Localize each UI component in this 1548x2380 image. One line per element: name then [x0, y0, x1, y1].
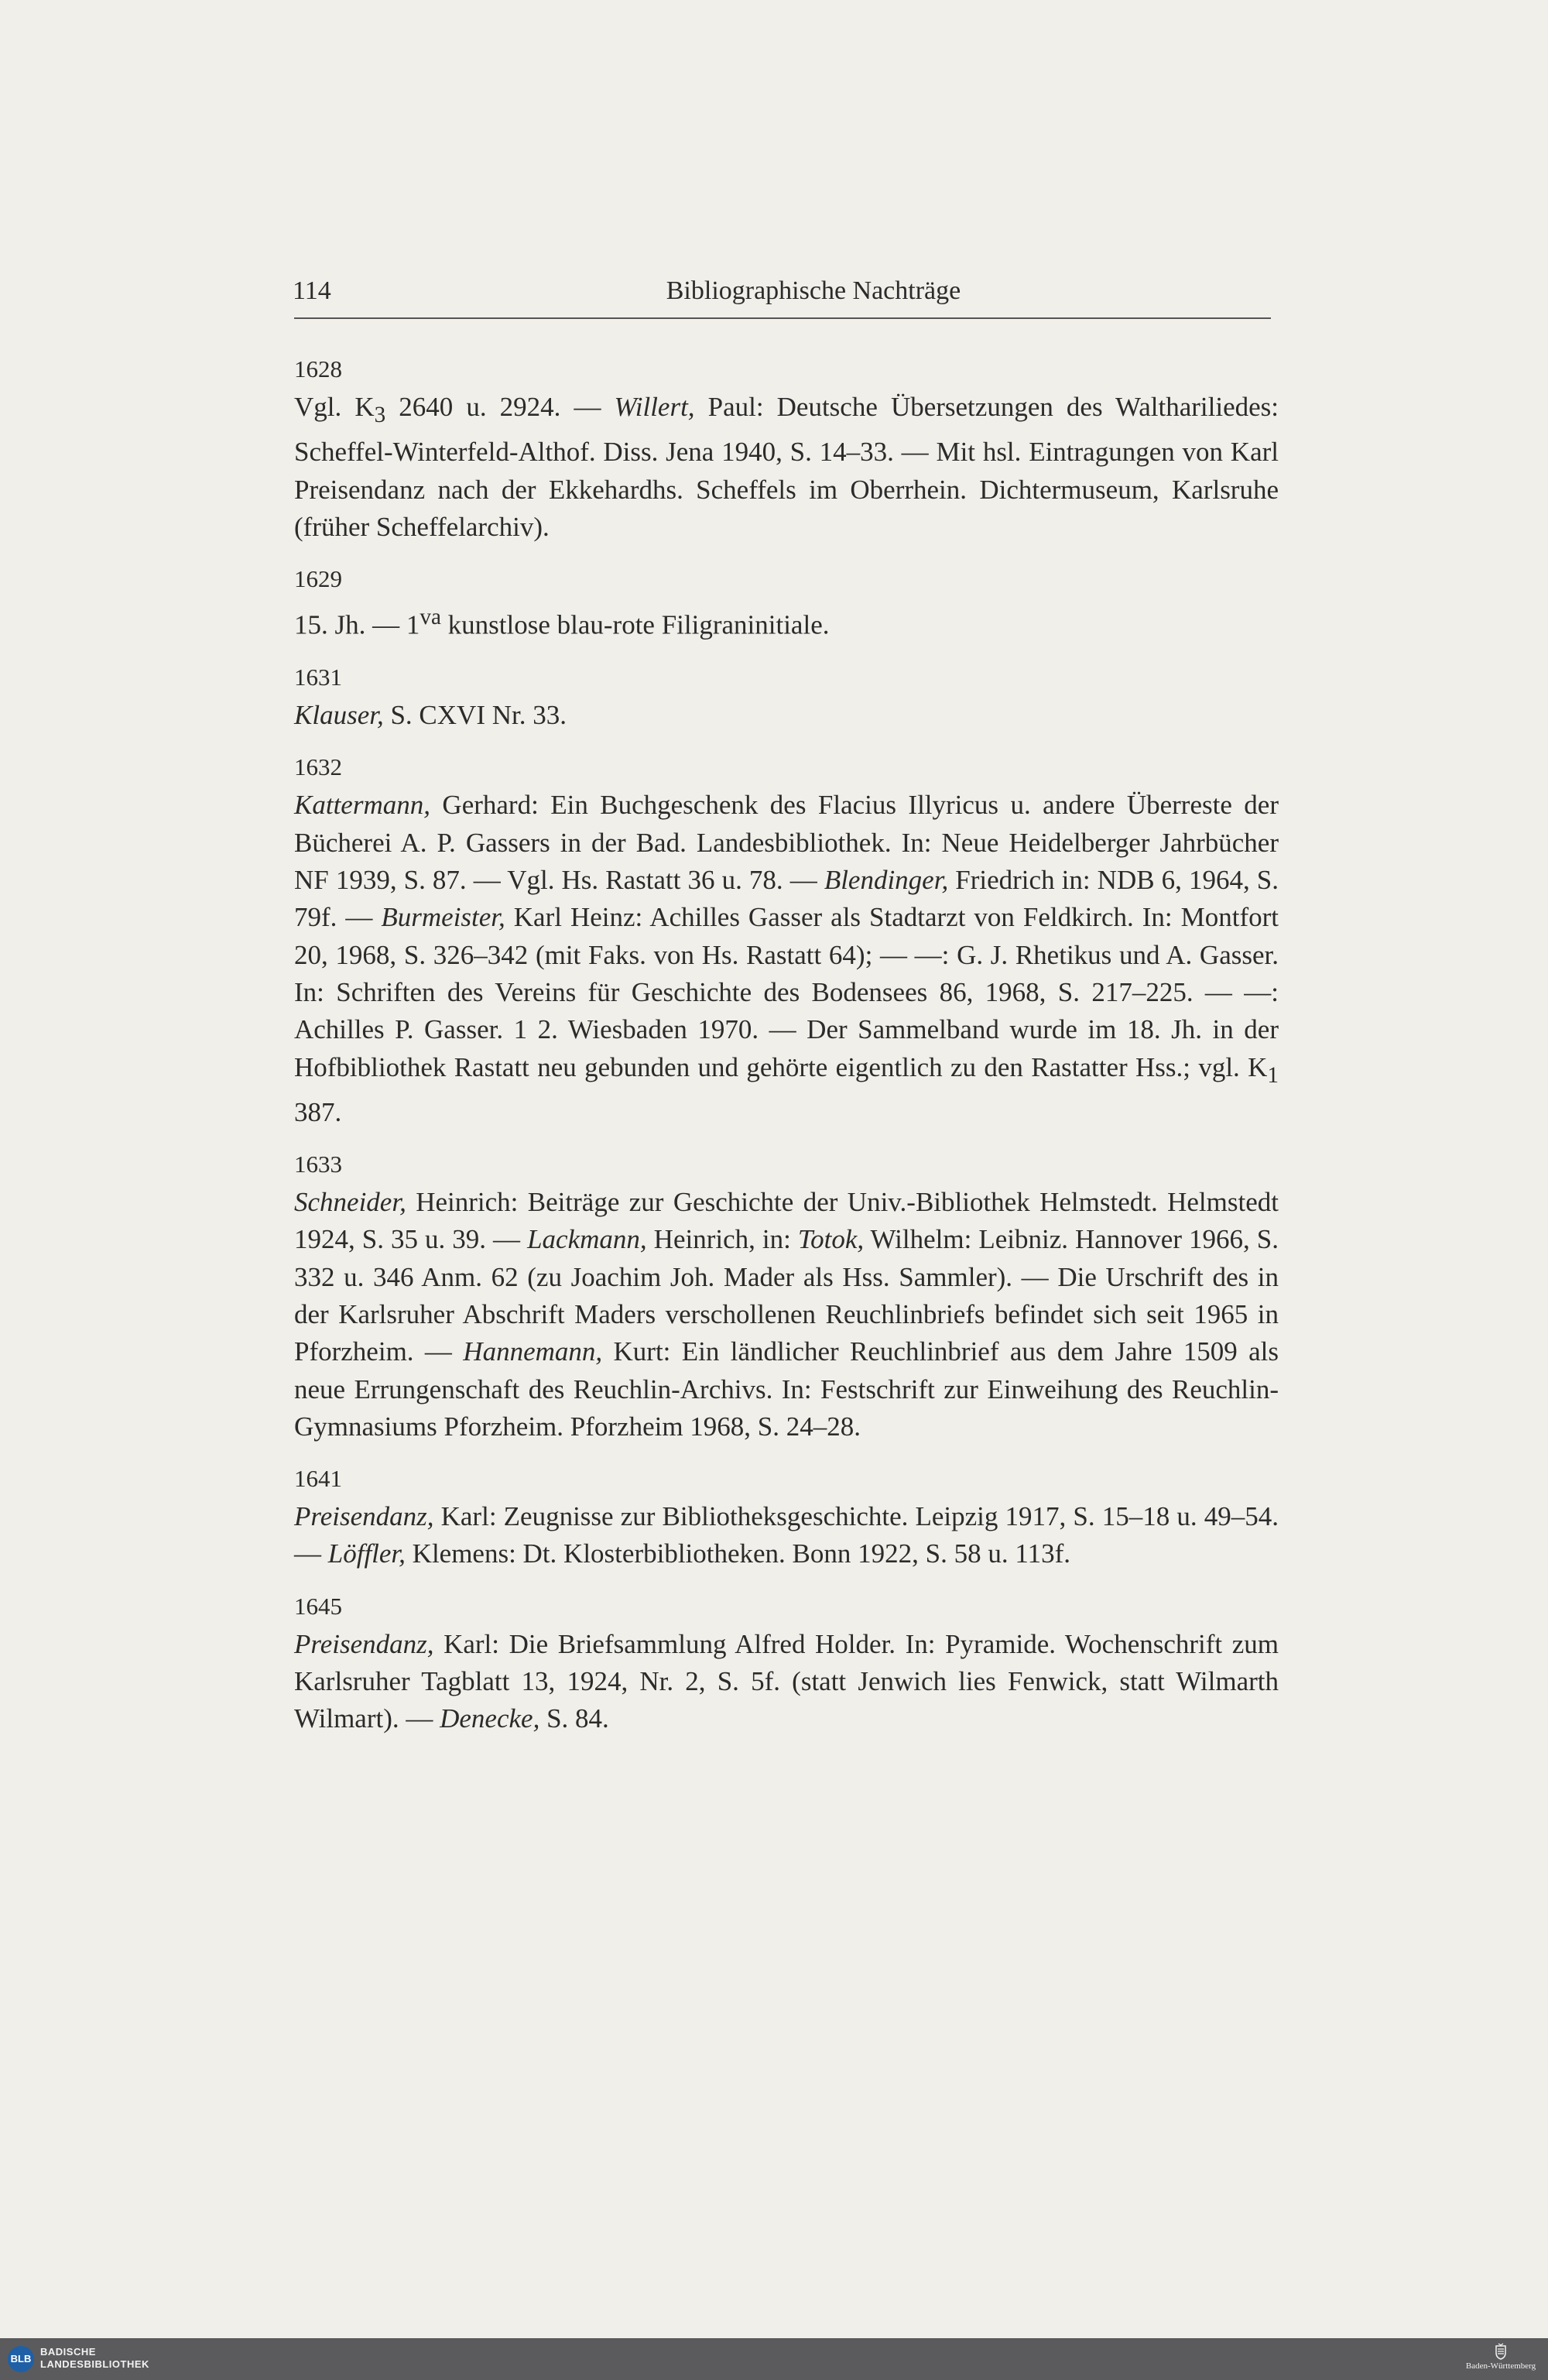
coat-of-arms-icon [1495, 2343, 1507, 2360]
state-mark [1458, 2343, 1543, 2372]
entry-1628 [294, 350, 1279, 546]
state-name: Baden-Württemberg [1465, 2361, 1536, 2371]
running-title: Bibliographische Nachträge [666, 276, 961, 305]
entry-text: Vgl. $K_3$ 2640 u. 2924. — Willert, Paul: Deutsche Übersetzungen des Walthariliedes: Scheffel-Winterfeld-Althof. Diss. Jena 1940, S. 14–33. — Mit hsl. Eintragungen von Karl Preisendanz nach der Ekkehardhs. Scheffels im Oberrhein. Dichtermuseum, Karlsruhe (früher Scheffelarchiv). [294, 392, 1279, 542]
entry-text: Schneider, Heinrich: Beiträge zur Geschichte der Univ.-Bibliothek Helmstedt. Helmstedt 1924, S. 35 u. 39. — Lackmann, Heinrich, in: Totok, Wilhelm: Leibniz. Hannover 1966, S. 332 u. 346 Anm. 62 (zu Joachim Joh. Mader als Hss. Sammler). — Die Urschrift des in der Karlsruher Abschrift Maders verschollenen Reuchlinbriefs befindet sich seit 1965 in Pforzheim. — Hannemann, Kurt: Ein ländlicher Reuchlinbrief aus dem Jahre 1509 als neue Errungenschaft des Reuchlin-Archivs. In: Festschrift zur Einweihung des Reuchlin-Gymnasiums Pforzheim. Pforzheim 1968, S. 24–28. [294, 1187, 1279, 1442]
library-name [40, 2346, 149, 2371]
entry-1631 [294, 658, 1279, 734]
running-head [293, 273, 1272, 319]
entry-number: 1631 [294, 664, 342, 691]
footer-bar [0, 2338, 1548, 2380]
entry-1629 [294, 560, 1279, 644]
entry-number: 1629 [294, 565, 342, 593]
header-rule [294, 317, 1271, 319]
page-number: 114 [293, 276, 331, 305]
library-name-line1: BADISCHE [40, 2346, 96, 2358]
entry-number: 1628 [294, 355, 342, 382]
entry-number: 1632 [294, 753, 342, 781]
entry-number: 1641 [294, 1465, 342, 1493]
entries-list [294, 350, 1279, 1752]
entry-text: Preisendanz, Karl: Zeugnisse zur Bibliotheksgeschichte. Leipzig 1917, S. 15–18 u. 49–54. — Löffler, Klemens: Dt. Klosterbibliotheken. Bonn 1922, S. 58 u. 113f. [294, 1501, 1279, 1569]
entry-text: Preisendanz, Karl: Die Briefsammlung Alfred Holder. In: Pyramide. Wochenschrift zum Karlsruher Tagblatt 13, 1924, Nr. 2, S. 5f. (statt Jenwich lies Fenwick, statt Wilmarth Wilmart). — Denecke, S. 84. [294, 1628, 1279, 1734]
blb-logo-icon[interactable]: BLB [8, 2346, 34, 2372]
entry-1641 [294, 1459, 1279, 1573]
entry-1645 [294, 1587, 1279, 1738]
entry-text: Kattermann, Gerhard: Ein Buchgeschenk des Flacius Illyricus u. andere Überreste der Bücherei A. P. Gassers in der Bad. Landesbibliothek. In: Neue Heidelberger Jahrbücher NF 1939, S. 87. — Vgl. Hs. Rastatt 36 u. 78. — Blendinger, Friedrich in: NDB 6, 1964, S. 79f. — Burmeister, Karl Heinz: Achilles Gasser als Stadtarzt von Feldkirch. In: Montfort 20, 1968, S. 326–342 (mit Faks. von Hs. Rastatt 64); — —: G. J. Rhetikus und A. Gasser. In: Schriften des Vereins für Geschichte des Bodensees 86, 1968, S. 217–225. — —: Achilles P. Gasser. 1 2. Wiesbaden 1970. — Der Sammelband wurde im 18. Jh. in der Hofbibliothek Rastatt neu gebunden und gehörte eigentlich zu den Rastatter Hss.; vgl. $K_1$ 387. [294, 790, 1279, 1127]
library-name-line2: LANDESBIBLIOTHEK [40, 2358, 149, 2370]
entry-number: 1645 [294, 1592, 342, 1620]
entry-1632 [294, 748, 1279, 1131]
entry-text: 15. Jh. — $1^{va}$ kunstlose blau-rote Filigraninitiale. [294, 605, 830, 640]
entry-number: 1633 [294, 1151, 342, 1178]
entry-1633 [294, 1145, 1279, 1445]
entry-text: Klauser, S. CXVI Nr. 33. [294, 700, 567, 731]
